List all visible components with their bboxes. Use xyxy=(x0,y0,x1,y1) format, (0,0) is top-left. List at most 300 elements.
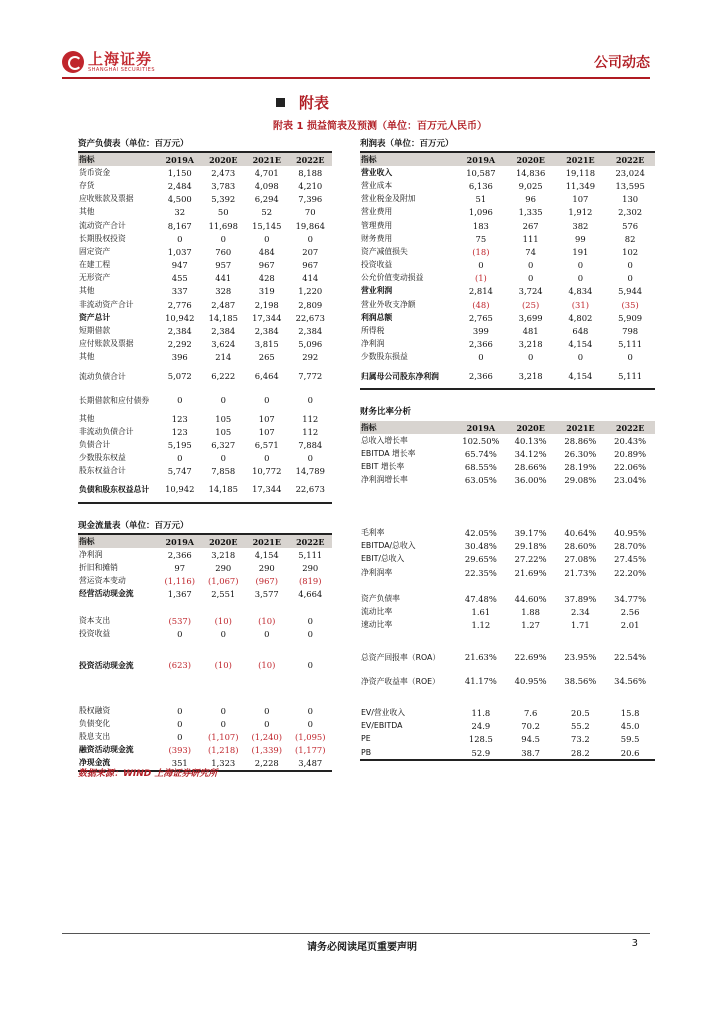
cell-value: 40.95% xyxy=(614,528,647,539)
table-row xyxy=(360,298,655,311)
cell-value: (1,240) xyxy=(251,732,282,743)
income-statement-title: 利润表（单位：百万元） xyxy=(360,138,655,153)
cell-value: 7,396 xyxy=(298,194,323,205)
cell-value: 50 xyxy=(217,207,229,218)
cell-value: 105 xyxy=(215,426,232,437)
cell-value: 328 xyxy=(215,286,232,297)
cash-flow-title: 现金流量表（单位：百万元） xyxy=(78,520,332,535)
cell-value: 3,699 xyxy=(518,312,543,323)
cell-value: 10,942 xyxy=(158,478,202,503)
cell-value: 441 xyxy=(215,273,232,284)
cell-value: 1,323 xyxy=(202,757,246,771)
cell-value: 10,587 xyxy=(466,167,496,178)
cell-value: 105 xyxy=(215,413,232,424)
cell-value xyxy=(202,678,246,691)
cell-value xyxy=(289,691,333,704)
row-label: 投资收益 xyxy=(361,260,393,270)
cell-value: 34.77% xyxy=(614,594,647,605)
data-source: 数据来源：WIND 上海证券研究所 xyxy=(78,769,218,779)
row-label: 净现金流 xyxy=(78,757,158,771)
row-label: 净利润率 xyxy=(361,567,393,577)
cell-value: 0 xyxy=(307,394,313,405)
cell-value: 102 xyxy=(622,246,639,257)
column-header-label: 指标 xyxy=(360,421,456,434)
table-row xyxy=(360,606,655,619)
cell-value: 75 xyxy=(475,233,487,244)
cell-value: 3,815 xyxy=(254,339,279,350)
cell-value xyxy=(506,500,556,513)
cell-value: 34.12% xyxy=(514,448,547,459)
row-label xyxy=(360,693,456,706)
row-label: 投资活动现金流 xyxy=(79,661,134,671)
cell-value: 0 xyxy=(264,628,270,639)
table-row xyxy=(78,601,332,614)
table-row xyxy=(78,388,332,412)
cell-value xyxy=(556,487,606,500)
cell-value: 11,349 xyxy=(565,180,596,191)
cell-value: (393) xyxy=(168,745,192,756)
row-label: 股东权益合计 xyxy=(79,466,126,476)
cell-value: 6,294 xyxy=(254,194,279,205)
cell-value: 207 xyxy=(302,246,319,257)
table-row xyxy=(360,311,655,324)
cell-value: 22.20% xyxy=(614,567,647,578)
cell-value: 5,747 xyxy=(167,466,192,477)
cell-value: 2,384 xyxy=(211,326,236,337)
table-row xyxy=(360,720,655,733)
cell-value: 2,814 xyxy=(468,286,493,297)
row-label: EBIT 增长率 xyxy=(361,462,405,472)
row-label: 毛利率 xyxy=(361,528,385,538)
table-row xyxy=(360,487,655,500)
cell-value: 0 xyxy=(177,718,183,729)
table-row xyxy=(78,478,332,503)
cell-value: (1,067) xyxy=(207,576,239,587)
table-row xyxy=(360,706,655,719)
cell-value: 484 xyxy=(258,246,275,257)
cell-value: 2,366 xyxy=(456,364,506,389)
row-label: 净利润 xyxy=(361,339,385,349)
cell-value: 70 xyxy=(304,207,316,218)
cell-value: 0 xyxy=(307,718,313,729)
column-header-year: 2021E xyxy=(556,421,606,434)
cell-value: 2,473 xyxy=(211,167,236,178)
cell-value: 0 xyxy=(627,260,633,271)
table-row xyxy=(360,746,655,760)
column-header-year: 2021E xyxy=(245,153,289,166)
row-label: 股息支出 xyxy=(79,732,111,742)
table-header-row xyxy=(78,535,332,548)
cell-value: (1) xyxy=(474,273,487,284)
cell-value: 0 xyxy=(264,705,270,716)
row-label: 营业成本 xyxy=(361,180,393,190)
cell-value: 107 xyxy=(258,413,275,424)
cell-value: 128.5 xyxy=(468,734,493,745)
table-row xyxy=(360,434,655,447)
row-label xyxy=(78,641,158,654)
cell-value: 5,392 xyxy=(211,194,236,205)
table-row xyxy=(360,693,655,706)
cell-value: 17,344 xyxy=(252,312,282,323)
table-row xyxy=(78,272,332,285)
cell-value: 55.2 xyxy=(571,721,590,732)
cell-value: 6,327 xyxy=(211,439,236,450)
cell-value: 0 xyxy=(220,705,226,716)
footer-divider xyxy=(62,933,650,934)
cell-value: 265 xyxy=(258,352,275,363)
cell-value: 4,154 xyxy=(568,339,593,350)
cell-value: 4,834 xyxy=(568,286,593,297)
cell-value: 214 xyxy=(215,352,232,363)
cell-value: 40.64% xyxy=(564,528,597,539)
row-label: 少数股东权益 xyxy=(79,453,126,463)
logo-icon xyxy=(62,51,84,73)
cell-value: 27.08% xyxy=(564,554,597,565)
cell-value: 2,292 xyxy=(167,339,192,350)
cell-value: (10) xyxy=(214,615,232,626)
cell-value xyxy=(289,678,333,691)
table-row xyxy=(360,645,655,669)
cell-value: 40.13% xyxy=(514,435,547,446)
column-header-label: 指标 xyxy=(78,535,158,548)
table-row xyxy=(360,364,655,389)
table-row xyxy=(78,364,332,388)
table-row xyxy=(78,717,332,730)
section-title-text: 附表 xyxy=(299,94,330,112)
table-caption: 附表 1 损益简表及预测（单位：百万元人民币） xyxy=(273,121,487,132)
cell-value: 0 xyxy=(527,352,534,363)
cell-value: 22.06% xyxy=(614,462,647,473)
ratio-analysis-panel xyxy=(360,404,655,761)
table-row xyxy=(78,166,332,179)
cell-value: 23.95% xyxy=(564,651,597,662)
row-label: EV/EBITDA xyxy=(361,721,403,731)
cell-value xyxy=(202,601,246,614)
cell-value: 1,150 xyxy=(167,167,192,178)
table-row xyxy=(78,575,332,588)
cell-value: 2,366 xyxy=(468,339,493,350)
column-header-year: 2022E xyxy=(605,421,655,434)
cell-value: 0 xyxy=(264,233,270,244)
cell-value: 96 xyxy=(525,194,536,205)
cell-value: 22,673 xyxy=(289,478,333,503)
table-row xyxy=(78,438,332,451)
table-header-row xyxy=(360,153,655,166)
cell-value xyxy=(456,579,506,592)
row-label: EBIT/总收入 xyxy=(361,554,405,564)
column-header-year: 2020E xyxy=(202,535,246,548)
cell-value: 42.05% xyxy=(464,528,497,539)
cell-value xyxy=(605,693,655,706)
cell-value: 290 xyxy=(258,562,275,573)
cell-value: 23.04% xyxy=(614,475,647,486)
table-row xyxy=(360,179,655,192)
cell-value: 94.5 xyxy=(521,734,540,745)
row-label: 速动比率 xyxy=(361,620,393,630)
cell-value: 191 xyxy=(572,246,589,257)
cell-value: 1,037 xyxy=(167,246,192,257)
row-label: 利润总额 xyxy=(361,312,393,322)
cell-value: 19,118 xyxy=(565,167,596,178)
cell-value: 19,864 xyxy=(295,220,325,231)
table-row xyxy=(360,566,655,579)
row-label: 长期股权投资 xyxy=(79,233,126,243)
table-row xyxy=(78,678,332,691)
cell-value: 21.73% xyxy=(564,567,597,578)
cell-value: 107 xyxy=(258,426,275,437)
cell-value: (1,116) xyxy=(164,576,195,587)
column-header-year: 2019A xyxy=(158,153,202,166)
cell-value: 414 xyxy=(302,273,319,284)
cell-value xyxy=(556,632,606,645)
row-label: 负债合计 xyxy=(79,439,111,449)
table-row xyxy=(78,452,332,465)
cell-value: 74 xyxy=(525,246,536,257)
cell-value: (1,339) xyxy=(251,745,282,756)
row-label: 固定资产 xyxy=(79,246,111,256)
cell-value: 5,909 xyxy=(618,312,643,323)
cell-value: 0 xyxy=(478,352,484,363)
cell-value: 23,024 xyxy=(615,167,645,178)
cell-value: 1,335 xyxy=(518,207,543,218)
cell-value: 112 xyxy=(302,413,319,424)
table-row xyxy=(360,272,655,285)
row-label: 净利润增长率 xyxy=(361,475,408,485)
cell-value: 319 xyxy=(258,286,275,297)
row-label: 资产减值损失 xyxy=(361,246,408,256)
cell-value: (10) xyxy=(258,660,276,671)
cell-value: 11,698 xyxy=(208,220,238,231)
cell-value xyxy=(456,487,506,500)
table-row xyxy=(360,219,655,232)
cell-value: 337 xyxy=(171,286,188,297)
cell-value: 576 xyxy=(622,220,639,231)
cell-value: 0 xyxy=(220,718,226,729)
cell-value xyxy=(456,632,506,645)
cell-value: (967) xyxy=(255,576,279,587)
table-row xyxy=(360,285,655,298)
cell-value: 2,484 xyxy=(167,180,192,191)
cell-value: 22.35% xyxy=(464,567,497,578)
cell-value: 29.18% xyxy=(514,541,547,552)
cell-value: 4,210 xyxy=(298,180,323,191)
table-row xyxy=(78,298,332,311)
row-label: 负债和股东权益总计 xyxy=(78,478,158,503)
row-label: 其他 xyxy=(79,352,95,362)
table-row xyxy=(78,691,332,704)
column-header-year: 2021E xyxy=(245,535,289,548)
row-label: 营业外收支净额 xyxy=(361,299,416,309)
cell-value: (819) xyxy=(298,576,322,587)
table-row xyxy=(360,245,655,258)
cell-value: 0 xyxy=(264,718,270,729)
income-statement-panel xyxy=(360,138,655,390)
row-label: 货币资金 xyxy=(79,167,111,177)
cell-value: 14,185 xyxy=(208,312,238,323)
row-label: 其他 xyxy=(79,286,95,296)
cell-value: (623) xyxy=(168,660,192,671)
cell-value: 3,218 xyxy=(518,339,543,350)
cell-value: 0 xyxy=(307,453,313,464)
cell-value: 1.61 xyxy=(471,607,491,618)
cell-value xyxy=(245,678,289,691)
table-row xyxy=(78,324,332,337)
row-label: 经营活动现金流 xyxy=(79,589,134,599)
cell-value: 38.56% xyxy=(564,675,597,686)
cell-value: 1.88 xyxy=(521,607,540,618)
cell-value: 7,858 xyxy=(211,466,236,477)
row-label xyxy=(360,579,456,592)
table-row xyxy=(78,704,332,717)
cell-value: 2,384 xyxy=(298,326,323,337)
row-label: 所得税 xyxy=(361,326,385,336)
cell-value: 15.8 xyxy=(620,707,640,718)
row-label: PE xyxy=(361,734,371,744)
row-label: 非流动负债合计 xyxy=(79,426,134,436)
cell-value: 0 xyxy=(577,352,584,363)
cell-value: 24.9 xyxy=(471,721,491,732)
cell-value: (1,177) xyxy=(294,745,326,756)
cell-value: 0 xyxy=(177,453,183,464)
table-row xyxy=(360,338,655,351)
cell-value: 947 xyxy=(171,260,188,271)
cell-value: 111 xyxy=(522,233,539,244)
cell-value: 97 xyxy=(174,562,186,573)
cell-value xyxy=(506,693,556,706)
cell-value: 4,664 xyxy=(298,589,323,600)
cell-value: 38.7 xyxy=(506,746,556,760)
row-label: 流动资产合计 xyxy=(79,220,126,230)
row-label: 净资产收益率（ROE） xyxy=(361,676,440,686)
row-label: 资本支出 xyxy=(79,615,111,625)
table-row xyxy=(78,744,332,757)
table-row xyxy=(360,324,655,337)
row-label xyxy=(360,500,456,513)
cell-value: 760 xyxy=(215,246,232,257)
cell-value: 10,942 xyxy=(165,312,195,323)
cell-value: 399 xyxy=(472,326,489,337)
cell-value xyxy=(605,632,655,645)
logo-subtext: SHANGHAI SECURITIES xyxy=(88,67,156,73)
cell-value: 1.27 xyxy=(521,620,540,631)
table-row xyxy=(78,588,332,601)
cell-value: 967 xyxy=(258,260,275,271)
row-label: 营业费用 xyxy=(361,207,393,217)
ratio-analysis-title: 财务比率分析 xyxy=(360,407,412,417)
cell-value: 1,912 xyxy=(568,207,593,218)
cell-value: 123 xyxy=(171,413,188,424)
table-row xyxy=(360,351,655,364)
cell-value: 967 xyxy=(302,260,319,271)
cell-value: 20.6 xyxy=(605,746,655,760)
table-row xyxy=(78,351,332,364)
cell-value: 28.86% xyxy=(564,435,597,446)
balance-sheet-title: 资产负债表（单位：百万元） xyxy=(78,138,332,153)
cell-value xyxy=(556,513,606,526)
table-row xyxy=(78,627,332,640)
column-header-year: 2019A xyxy=(456,153,506,166)
cell-value: (1,218) xyxy=(207,745,239,756)
cell-value: 10,772 xyxy=(252,466,282,477)
cell-value: 5,195 xyxy=(167,439,192,450)
row-label: 净利润 xyxy=(79,549,103,559)
table-row xyxy=(360,447,655,460)
cell-value xyxy=(202,641,246,654)
cell-value: 82 xyxy=(624,233,636,244)
row-label: 折旧和摊销 xyxy=(79,562,118,572)
cell-value: 382 xyxy=(572,220,589,231)
cell-value: 9,025 xyxy=(518,180,543,191)
cell-value xyxy=(289,601,333,614)
row-label xyxy=(78,691,158,704)
cell-value: 28.19% xyxy=(564,462,597,473)
table-row xyxy=(78,193,332,206)
cell-value: 2,198 xyxy=(254,299,279,310)
cell-value: 0 xyxy=(307,628,313,639)
cell-value: 17,344 xyxy=(245,478,289,503)
cell-value: 396 xyxy=(171,352,188,363)
cell-value: 28.2 xyxy=(556,746,606,760)
cell-value: 648 xyxy=(572,326,589,337)
table-row xyxy=(78,259,332,272)
header-title: 公司动态 xyxy=(594,55,650,71)
cell-value: 20.5 xyxy=(571,707,590,718)
balance-sheet-table xyxy=(78,153,332,504)
table-row xyxy=(360,500,655,513)
row-label: 流动比率 xyxy=(361,607,393,617)
cell-value: 21.63% xyxy=(464,651,497,662)
cell-value: 52.9 xyxy=(456,746,506,760)
row-label: 营运资本变动 xyxy=(79,576,126,586)
row-label: 财务费用 xyxy=(361,233,393,243)
table-row xyxy=(360,232,655,245)
cell-value: 7.6 xyxy=(523,707,538,718)
cell-value: 2,551 xyxy=(211,589,236,600)
table-row xyxy=(78,245,332,258)
cell-value xyxy=(605,513,655,526)
cell-value: 267 xyxy=(522,220,539,231)
cell-value: 59.5 xyxy=(620,734,640,745)
cell-value xyxy=(556,500,606,513)
row-label: 融资活动现金流 xyxy=(79,745,134,755)
cell-value: 0 xyxy=(220,394,226,405)
cell-value: 2,384 xyxy=(254,326,279,337)
table-row xyxy=(78,425,332,438)
cell-value: 5,111 xyxy=(618,339,643,350)
cash-flow-panel xyxy=(78,520,332,772)
cell-value: 45.0 xyxy=(620,721,640,732)
cell-value xyxy=(605,500,655,513)
cell-value: 5,111 xyxy=(605,364,655,389)
cell-value: 6,222 xyxy=(211,370,236,381)
section-title xyxy=(276,92,329,113)
cell-value: 3,783 xyxy=(211,180,236,191)
table-row xyxy=(360,540,655,553)
row-label: 资产总计 xyxy=(79,312,111,322)
cell-value: 2,228 xyxy=(245,757,289,771)
table-row xyxy=(360,474,655,487)
row-label: 无形资产 xyxy=(79,273,111,283)
table-row xyxy=(78,730,332,743)
cell-value: 1,367 xyxy=(167,589,192,600)
cell-value: 27.45% xyxy=(614,554,647,565)
cell-value: 6,571 xyxy=(254,439,279,450)
cell-value: 29.65% xyxy=(464,554,497,565)
cell-value: 290 xyxy=(215,562,232,573)
cell-value: (18) xyxy=(472,246,490,257)
cell-value: 5,072 xyxy=(167,370,192,381)
column-header-label: 指标 xyxy=(360,153,456,166)
